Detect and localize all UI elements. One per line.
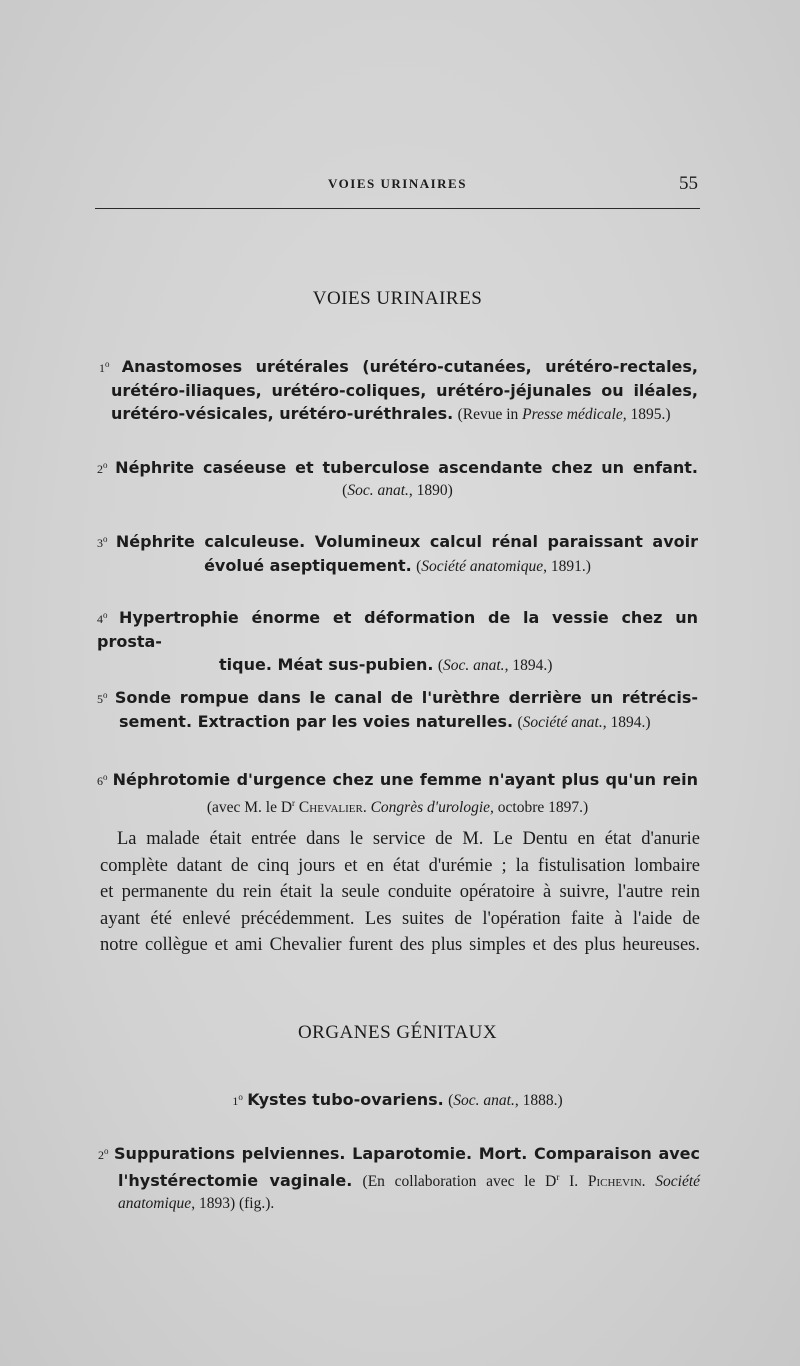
section-title-voies-urinaires: VOIES URINAIRES bbox=[312, 288, 483, 309]
entry-citation: (avec M. le $D^r$ Chevalier. Congrès d'urologie, octobre 1897.) bbox=[206, 798, 589, 817]
entry-citation: (En collaboration avec le $D^r$ I. Pichevin. Société bbox=[362, 1172, 701, 1191]
paragraph-line: et permanente du rein était la seule conduite opératoire à suivre, l'autre rein bbox=[100, 882, 700, 902]
entry-title: Anastomoses urétérales (urétéro-cutanées, urétéro-rectales, bbox=[121, 357, 698, 376]
entry-title-cont: tique. Méat sus-pubien. bbox=[219, 655, 434, 674]
entry-citation: (Société anat., 1894.) bbox=[517, 714, 651, 731]
paragraph-line: La malade était entrée dans le service de M. Le Dentu en état d'anurie bbox=[117, 829, 700, 849]
body-paragraph bbox=[100, 826, 700, 959]
entry-title: Néphrotomie d'urgence chez une femme n'ayant plus qu'un rein bbox=[112, 770, 698, 789]
entry-citation: (Société anatomique, 1891.) bbox=[416, 558, 591, 575]
paragraph-line: complète datant de cinq jours et en état d'urémie ; la fistulisation lombaire bbox=[100, 855, 700, 876]
entry-title-cont: urétéro-iliaques, urétéro-coliques, urétéro-jéjunales ou iléales, bbox=[111, 381, 698, 400]
entry-title: Sonde rompue dans le canal de l'urèthre derrière un rétrécis- bbox=[114, 688, 699, 707]
entry-title: Kystes tubo-ovariens. bbox=[247, 1090, 444, 1109]
header-rule bbox=[95, 208, 700, 209]
running-title: VOIES URINAIRES bbox=[328, 176, 467, 191]
entry-voies-3: 3$^o$ Néphrite calculeuse. Volumineux calcul rénal paraissant avoir évolué aseptiquement. (Société anatomique, 1891.) bbox=[97, 532, 698, 575]
entry-citation: (Soc. anat., 1894.) bbox=[437, 657, 553, 674]
entry-voies-6: 6$^o$ Néphrotomie d'urgence chez une femme n'ayant plus qu'un rein (avec M. le $D^r$ Chevalier. Congrès d'urologie, octobre 1897.) bbox=[97, 766, 698, 819]
entry-citation: (Soc. anat., 1888.) bbox=[448, 1092, 563, 1109]
entry-number: 1$^o$ bbox=[99, 359, 110, 375]
entry-title-cont: urétéro-vésicales, urétéro-uréthrales. bbox=[111, 404, 454, 423]
running-head bbox=[95, 173, 700, 196]
entry-citation: (Revue in Presse médicale, 1895.) bbox=[457, 406, 671, 423]
entry-voies-1 bbox=[99, 353, 698, 426]
paragraph-line: ayant été enlevé précédemment. Les suites de l'opération faite à l'aide de bbox=[100, 908, 700, 929]
paragraph-line: notre collègue et ami Chevalier furent des plus simples et des plus heureuses. bbox=[100, 935, 700, 955]
entry-title-cont: sement. Extraction par les voies naturelles. bbox=[119, 712, 514, 731]
entry-citation: (Soc. anat., 1890) bbox=[342, 482, 453, 499]
entry-voies-2: 2$^o$ Néphrite caséeuse et tuberculose ascendante chez un enfant. (Soc. anat., 1890) bbox=[97, 454, 698, 502]
entry-voies-5: 5$^o$ Sonde rompue dans le canal de l'urèthre derrière un rétrécis- sement. Extraction par les voies naturelles. (Société anat., 1894.) bbox=[97, 688, 699, 731]
section-title-organes-genitaux: ORGANES GÉNITAUX bbox=[297, 1022, 498, 1043]
entry-title: Néphrite caséeuse et tuberculose ascendante chez un enfant. bbox=[115, 458, 699, 477]
entry-organes-2: 2$^o$ Suppurations pelviennes. Laparotomie. Mort. Comparaison avec l'hystérectomie vaginale. (En collaboration avec le $D^r$ I. Pichevin. Société anatomique, 1893) (fig.). bbox=[98, 1140, 700, 1215]
entry-title: Néphrite calculeuse. Volumineux calcul rénal paraissant avoir bbox=[115, 532, 698, 551]
entry-title-cont: évolué aseptiquement. bbox=[204, 556, 412, 575]
entry-title: Hypertrophie énorme et déformation de la vessie chez un prosta- bbox=[97, 608, 699, 651]
page-number: 55 bbox=[679, 173, 698, 194]
entry-citation-cont: anatomique, 1893) (fig.). bbox=[118, 1195, 275, 1213]
entry-organes-1: 1$^o$ Kystes tubo-ovariens. (Soc. anat., 1888.) bbox=[232, 1090, 563, 1109]
entry-title-cont: l'hystérectomie vaginale. bbox=[118, 1171, 353, 1191]
entry-title: Suppurations pelviennes. Laparotomie. Mort. Comparaison avec bbox=[114, 1144, 701, 1163]
entry-voies-4: 4$^o$ Hypertrophie énorme et déformation de la vessie chez un prosta- tique. Méat sus-pubien. (Soc. anat., 1894.) bbox=[97, 608, 699, 674]
